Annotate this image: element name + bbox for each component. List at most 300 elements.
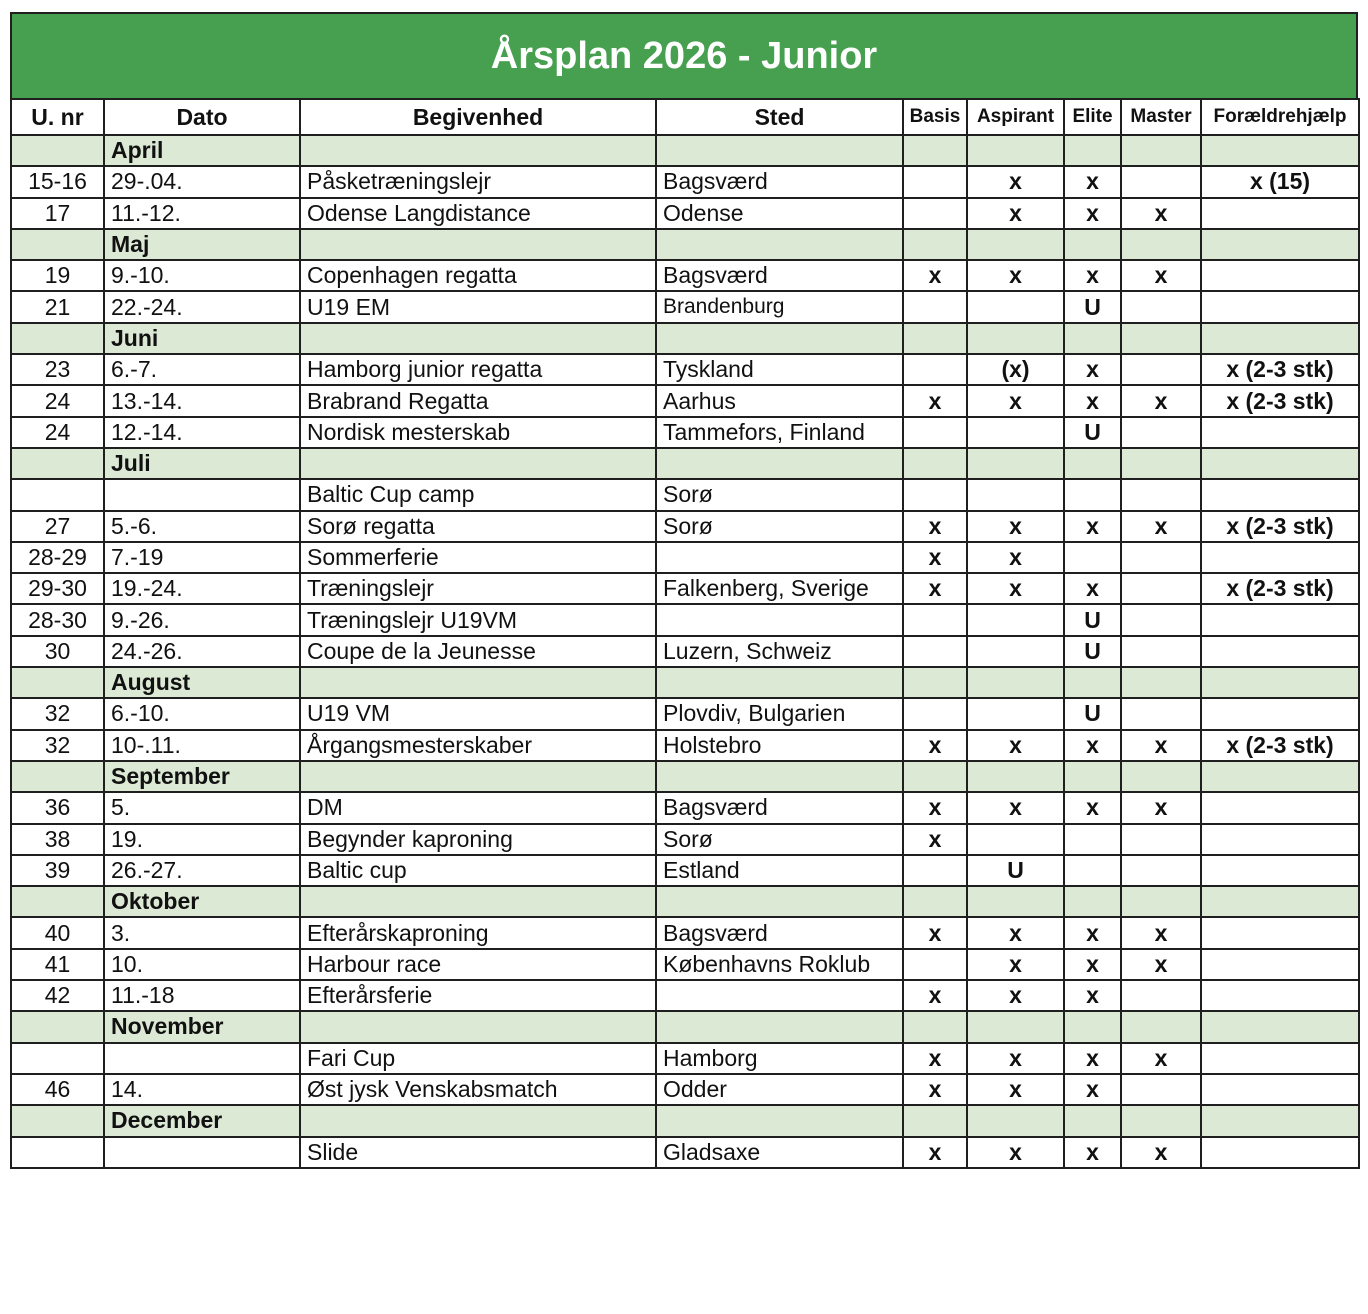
cell-elite: x xyxy=(1064,1074,1121,1105)
cell-event: Påsketræningslejr xyxy=(300,166,656,197)
cell-parents xyxy=(1201,604,1359,635)
month-row-cell xyxy=(11,1011,104,1042)
month-row xyxy=(11,761,1359,792)
cell-week: 28-29 xyxy=(11,542,104,573)
cell-event: Efterårskaproning xyxy=(300,917,656,948)
cell-event: Baltic cup xyxy=(300,855,656,886)
cell-event: DM xyxy=(300,792,656,823)
event-row xyxy=(11,698,1359,729)
cell-aspirant: x xyxy=(967,1043,1064,1074)
month-row-cell xyxy=(11,448,104,479)
month-row-cell xyxy=(967,323,1064,354)
cell-aspirant: x xyxy=(967,792,1064,823)
cell-parents xyxy=(1201,291,1359,322)
cell-event: Copenhagen regatta xyxy=(300,260,656,291)
month-row-cell xyxy=(967,667,1064,698)
cell-elite: x xyxy=(1064,385,1121,416)
month-row-cell xyxy=(300,135,656,166)
month-row-cell xyxy=(1121,1105,1201,1136)
month-row-cell xyxy=(1201,1105,1359,1136)
event-row xyxy=(11,792,1359,823)
cell-place: Bagsværd xyxy=(656,792,903,823)
cell-elite: x xyxy=(1064,354,1121,385)
month-row-cell xyxy=(1064,229,1121,260)
cell-week: 46 xyxy=(11,1074,104,1105)
month-row-cell xyxy=(656,886,903,917)
month-row-cell xyxy=(903,761,967,792)
event-row xyxy=(11,511,1359,542)
event-row xyxy=(11,917,1359,948)
schedule-body xyxy=(11,135,1359,1168)
month-row-cell xyxy=(1121,667,1201,698)
event-row xyxy=(11,573,1359,604)
month-row-cell xyxy=(903,135,967,166)
month-row-cell xyxy=(1121,448,1201,479)
cell-date: 13.-14. xyxy=(104,385,300,416)
cell-elite xyxy=(1064,855,1121,886)
cell-master: x xyxy=(1121,1043,1201,1074)
cell-date: 6.-7. xyxy=(104,354,300,385)
cell-week: 15-16 xyxy=(11,166,104,197)
cell-basis: x xyxy=(903,917,967,948)
month-label: November xyxy=(104,1011,300,1042)
event-row xyxy=(11,824,1359,855)
month-row-cell xyxy=(1064,1105,1121,1136)
month-row-cell xyxy=(656,1105,903,1136)
cell-aspirant xyxy=(967,291,1064,322)
cell-master: x xyxy=(1121,917,1201,948)
cell-parents xyxy=(1201,417,1359,448)
cell-parents: x (2-3 stk) xyxy=(1201,511,1359,542)
cell-place: Gladsaxe xyxy=(656,1137,903,1168)
cell-master xyxy=(1121,824,1201,855)
month-row xyxy=(11,135,1359,166)
cell-elite: x xyxy=(1064,166,1121,197)
cell-master: x xyxy=(1121,198,1201,229)
cell-elite: x xyxy=(1064,260,1121,291)
cell-week: 41 xyxy=(11,949,104,980)
month-row-cell xyxy=(656,761,903,792)
cell-event: Slide xyxy=(300,1137,656,1168)
month-row xyxy=(11,1011,1359,1042)
cell-aspirant xyxy=(967,479,1064,510)
cell-date: 9.-26. xyxy=(104,604,300,635)
month-row-cell xyxy=(903,229,967,260)
cell-aspirant: x xyxy=(967,198,1064,229)
month-row-cell xyxy=(1201,667,1359,698)
month-row-cell xyxy=(656,323,903,354)
cell-parents xyxy=(1201,824,1359,855)
cell-parents xyxy=(1201,980,1359,1011)
cell-event: Nordisk mesterskab xyxy=(300,417,656,448)
cell-elite: x xyxy=(1064,730,1121,761)
cell-elite: x xyxy=(1064,573,1121,604)
cell-week: 17 xyxy=(11,198,104,229)
month-row xyxy=(11,229,1359,260)
cell-place: Falkenberg, Sverige xyxy=(656,573,903,604)
event-row xyxy=(11,354,1359,385)
cell-aspirant: x xyxy=(967,573,1064,604)
cell-date: 5.-6. xyxy=(104,511,300,542)
cell-date: 9.-10. xyxy=(104,260,300,291)
cell-parents: x (2-3 stk) xyxy=(1201,730,1359,761)
month-row-cell xyxy=(903,1105,967,1136)
cell-master: x xyxy=(1121,730,1201,761)
event-row xyxy=(11,479,1359,510)
month-row-cell xyxy=(967,886,1064,917)
cell-master xyxy=(1121,417,1201,448)
cell-date: 19.-24. xyxy=(104,573,300,604)
month-row-cell xyxy=(967,761,1064,792)
cell-master xyxy=(1121,636,1201,667)
cell-aspirant xyxy=(967,604,1064,635)
month-row-cell xyxy=(1064,886,1121,917)
cell-place: Københavns Roklub xyxy=(656,949,903,980)
month-label: September xyxy=(104,761,300,792)
event-row xyxy=(11,542,1359,573)
month-row-cell xyxy=(11,1105,104,1136)
cell-master: x xyxy=(1121,511,1201,542)
month-row-cell xyxy=(11,135,104,166)
cell-basis xyxy=(903,479,967,510)
cell-date: 10-.11. xyxy=(104,730,300,761)
cell-place xyxy=(656,604,903,635)
cell-aspirant: U xyxy=(967,855,1064,886)
cell-place: Bagsværd xyxy=(656,917,903,948)
month-label: Oktober xyxy=(104,886,300,917)
cell-elite xyxy=(1064,479,1121,510)
month-row-cell xyxy=(11,667,104,698)
cell-parents xyxy=(1201,949,1359,980)
cell-date: 5. xyxy=(104,792,300,823)
header-date: Dato xyxy=(104,99,300,135)
cell-parents xyxy=(1201,1043,1359,1074)
cell-aspirant: x xyxy=(967,949,1064,980)
cell-master: x xyxy=(1121,1137,1201,1168)
cell-week xyxy=(11,1043,104,1074)
month-row-cell xyxy=(656,229,903,260)
cell-elite: x xyxy=(1064,792,1121,823)
cell-master: x xyxy=(1121,792,1201,823)
cell-week: 28-30 xyxy=(11,604,104,635)
cell-aspirant: x xyxy=(967,917,1064,948)
cell-place: Bagsværd xyxy=(656,166,903,197)
month-row-cell xyxy=(903,886,967,917)
month-row-cell xyxy=(11,886,104,917)
cell-event: U19 VM xyxy=(300,698,656,729)
cell-elite xyxy=(1064,542,1121,573)
cell-date xyxy=(104,1137,300,1168)
cell-elite: x xyxy=(1064,198,1121,229)
month-row-cell xyxy=(656,448,903,479)
header-basis: Basis xyxy=(903,99,967,135)
event-row xyxy=(11,166,1359,197)
cell-event: Øst jysk Venskabsmatch xyxy=(300,1074,656,1105)
month-row-cell xyxy=(656,1011,903,1042)
month-row-cell xyxy=(1121,323,1201,354)
cell-basis xyxy=(903,417,967,448)
cell-place: Odder xyxy=(656,1074,903,1105)
cell-aspirant: x xyxy=(967,1074,1064,1105)
cell-master xyxy=(1121,291,1201,322)
cell-parents xyxy=(1201,636,1359,667)
month-row-cell xyxy=(300,229,656,260)
event-row xyxy=(11,636,1359,667)
cell-event: Træningslejr U19VM xyxy=(300,604,656,635)
cell-place: Sorø xyxy=(656,824,903,855)
month-row-cell xyxy=(1121,1011,1201,1042)
cell-date: 22.-24. xyxy=(104,291,300,322)
cell-elite: U xyxy=(1064,291,1121,322)
cell-basis: x xyxy=(903,792,967,823)
month-row-cell xyxy=(1121,135,1201,166)
event-row xyxy=(11,730,1359,761)
cell-week: 19 xyxy=(11,260,104,291)
cell-basis xyxy=(903,949,967,980)
cell-aspirant xyxy=(967,824,1064,855)
header-elite: Elite xyxy=(1064,99,1121,135)
cell-elite: x xyxy=(1064,1137,1121,1168)
cell-place: Odense xyxy=(656,198,903,229)
cell-master xyxy=(1121,166,1201,197)
cell-elite: U xyxy=(1064,417,1121,448)
month-label: Juli xyxy=(104,448,300,479)
month-row-cell xyxy=(300,323,656,354)
cell-week: 38 xyxy=(11,824,104,855)
cell-basis xyxy=(903,198,967,229)
month-row-cell xyxy=(1121,761,1201,792)
cell-week: 27 xyxy=(11,511,104,542)
cell-event: Begynder kaproning xyxy=(300,824,656,855)
cell-aspirant xyxy=(967,636,1064,667)
cell-parents xyxy=(1201,1137,1359,1168)
month-row-cell xyxy=(1201,229,1359,260)
cell-basis xyxy=(903,698,967,729)
cell-date: 7.-19 xyxy=(104,542,300,573)
month-row-cell xyxy=(1201,323,1359,354)
cell-master xyxy=(1121,855,1201,886)
event-row xyxy=(11,1137,1359,1168)
month-row-cell xyxy=(1201,1011,1359,1042)
cell-event: Odense Langdistance xyxy=(300,198,656,229)
month-row-cell xyxy=(967,229,1064,260)
cell-elite: U xyxy=(1064,698,1121,729)
month-label: April xyxy=(104,135,300,166)
event-row xyxy=(11,980,1359,1011)
cell-date: 3. xyxy=(104,917,300,948)
header-event: Begivenhed xyxy=(300,99,656,135)
month-row-cell xyxy=(1121,229,1201,260)
cell-parents xyxy=(1201,917,1359,948)
cell-basis: x xyxy=(903,542,967,573)
cell-master xyxy=(1121,1074,1201,1105)
month-row-cell xyxy=(11,761,104,792)
month-row-cell xyxy=(1064,448,1121,479)
cell-parents: x (15) xyxy=(1201,166,1359,197)
cell-parents xyxy=(1201,542,1359,573)
cell-date: 6.-10. xyxy=(104,698,300,729)
month-row-cell xyxy=(1201,886,1359,917)
cell-week: 40 xyxy=(11,917,104,948)
cell-place: Hamborg xyxy=(656,1043,903,1074)
cell-elite: x xyxy=(1064,1043,1121,1074)
page-title: Årsplan 2026 - Junior xyxy=(490,34,878,77)
cell-elite: U xyxy=(1064,636,1121,667)
month-label: Maj xyxy=(104,229,300,260)
month-row-cell xyxy=(967,1011,1064,1042)
cell-date: 12.-14. xyxy=(104,417,300,448)
cell-master xyxy=(1121,573,1201,604)
cell-basis xyxy=(903,636,967,667)
cell-basis: x xyxy=(903,1074,967,1105)
cell-week: 36 xyxy=(11,792,104,823)
cell-elite xyxy=(1064,824,1121,855)
cell-master xyxy=(1121,354,1201,385)
cell-date xyxy=(104,1043,300,1074)
cell-basis: x xyxy=(903,1043,967,1074)
event-row xyxy=(11,417,1359,448)
cell-elite: U xyxy=(1064,604,1121,635)
cell-week: 42 xyxy=(11,980,104,1011)
cell-elite: x xyxy=(1064,949,1121,980)
cell-date: 10. xyxy=(104,949,300,980)
cell-basis xyxy=(903,354,967,385)
cell-basis: x xyxy=(903,385,967,416)
cell-master xyxy=(1121,542,1201,573)
month-row-cell xyxy=(300,1011,656,1042)
schedule-table xyxy=(10,98,1360,1169)
cell-basis: x xyxy=(903,1137,967,1168)
cell-event: Hamborg junior regatta xyxy=(300,354,656,385)
month-row-cell xyxy=(1064,135,1121,166)
cell-basis: x xyxy=(903,260,967,291)
cell-parents xyxy=(1201,792,1359,823)
month-row-cell xyxy=(11,229,104,260)
month-row-cell xyxy=(903,448,967,479)
month-row-cell xyxy=(903,1011,967,1042)
cell-parents xyxy=(1201,479,1359,510)
cell-event: Efterårsferie xyxy=(300,980,656,1011)
cell-parents xyxy=(1201,260,1359,291)
header-master: Master xyxy=(1121,99,1201,135)
cell-event: Coupe de la Jeunesse xyxy=(300,636,656,667)
month-row xyxy=(11,448,1359,479)
cell-place: Bagsværd xyxy=(656,260,903,291)
cell-place xyxy=(656,980,903,1011)
month-row-cell xyxy=(300,886,656,917)
cell-aspirant xyxy=(967,698,1064,729)
event-row xyxy=(11,260,1359,291)
cell-aspirant: x xyxy=(967,980,1064,1011)
event-row xyxy=(11,604,1359,635)
cell-date: 24.-26. xyxy=(104,636,300,667)
cell-aspirant: x xyxy=(967,511,1064,542)
event-row xyxy=(11,385,1359,416)
cell-event: Brabrand Regatta xyxy=(300,385,656,416)
header-place: Sted xyxy=(656,99,903,135)
header-row xyxy=(11,99,1359,135)
cell-place: Brandenburg xyxy=(656,291,903,322)
cell-parents xyxy=(1201,198,1359,229)
month-row xyxy=(11,323,1359,354)
cell-week xyxy=(11,479,104,510)
cell-parents: x (2-3 stk) xyxy=(1201,573,1359,604)
cell-week: 32 xyxy=(11,698,104,729)
cell-aspirant: x xyxy=(967,385,1064,416)
cell-aspirant: x xyxy=(967,1137,1064,1168)
event-row xyxy=(11,291,1359,322)
month-row-cell xyxy=(1201,761,1359,792)
cell-parents xyxy=(1201,698,1359,729)
cell-event: Baltic Cup camp xyxy=(300,479,656,510)
event-row xyxy=(11,1074,1359,1105)
cell-elite: x xyxy=(1064,917,1121,948)
year-plan-sheet xyxy=(10,12,1358,1169)
cell-master xyxy=(1121,479,1201,510)
cell-event: Harbour race xyxy=(300,949,656,980)
cell-aspirant: x xyxy=(967,260,1064,291)
cell-week: 24 xyxy=(11,385,104,416)
cell-elite: x xyxy=(1064,511,1121,542)
month-row-cell xyxy=(1064,667,1121,698)
cell-parents: x (2-3 stk) xyxy=(1201,354,1359,385)
cell-week: 32 xyxy=(11,730,104,761)
cell-date: 11.-18 xyxy=(104,980,300,1011)
title-band xyxy=(10,12,1358,98)
cell-master xyxy=(1121,604,1201,635)
month-row xyxy=(11,1105,1359,1136)
cell-master xyxy=(1121,698,1201,729)
cell-place: Estland xyxy=(656,855,903,886)
cell-place: Tammefors, Finland xyxy=(656,417,903,448)
cell-place xyxy=(656,542,903,573)
event-row xyxy=(11,1043,1359,1074)
cell-date: 29-.04. xyxy=(104,166,300,197)
cell-place: Holstebro xyxy=(656,730,903,761)
cell-basis: x xyxy=(903,511,967,542)
month-row-cell xyxy=(967,448,1064,479)
month-row-cell xyxy=(903,323,967,354)
cell-master xyxy=(1121,980,1201,1011)
month-row-cell xyxy=(300,1105,656,1136)
month-label: August xyxy=(104,667,300,698)
cell-place: Luzern, Schweiz xyxy=(656,636,903,667)
cell-elite: x xyxy=(1064,980,1121,1011)
cell-place: Sorø xyxy=(656,511,903,542)
cell-place: Plovdiv, Bulgarien xyxy=(656,698,903,729)
cell-date: 11.-12. xyxy=(104,198,300,229)
header-aspirant: Aspirant xyxy=(967,99,1064,135)
cell-basis xyxy=(903,604,967,635)
cell-week: 39 xyxy=(11,855,104,886)
cell-event: Fari Cup xyxy=(300,1043,656,1074)
cell-parents xyxy=(1201,855,1359,886)
month-row-cell xyxy=(656,667,903,698)
month-row-cell xyxy=(1064,761,1121,792)
header-week: U. nr xyxy=(11,99,104,135)
cell-parents: x (2-3 stk) xyxy=(1201,385,1359,416)
month-row-cell xyxy=(903,667,967,698)
cell-master: x xyxy=(1121,949,1201,980)
cell-date: 26.-27. xyxy=(104,855,300,886)
cell-master: x xyxy=(1121,385,1201,416)
month-row-cell xyxy=(1121,886,1201,917)
month-row xyxy=(11,667,1359,698)
cell-aspirant: x xyxy=(967,730,1064,761)
month-row-cell xyxy=(300,448,656,479)
event-row xyxy=(11,198,1359,229)
cell-week: 23 xyxy=(11,354,104,385)
